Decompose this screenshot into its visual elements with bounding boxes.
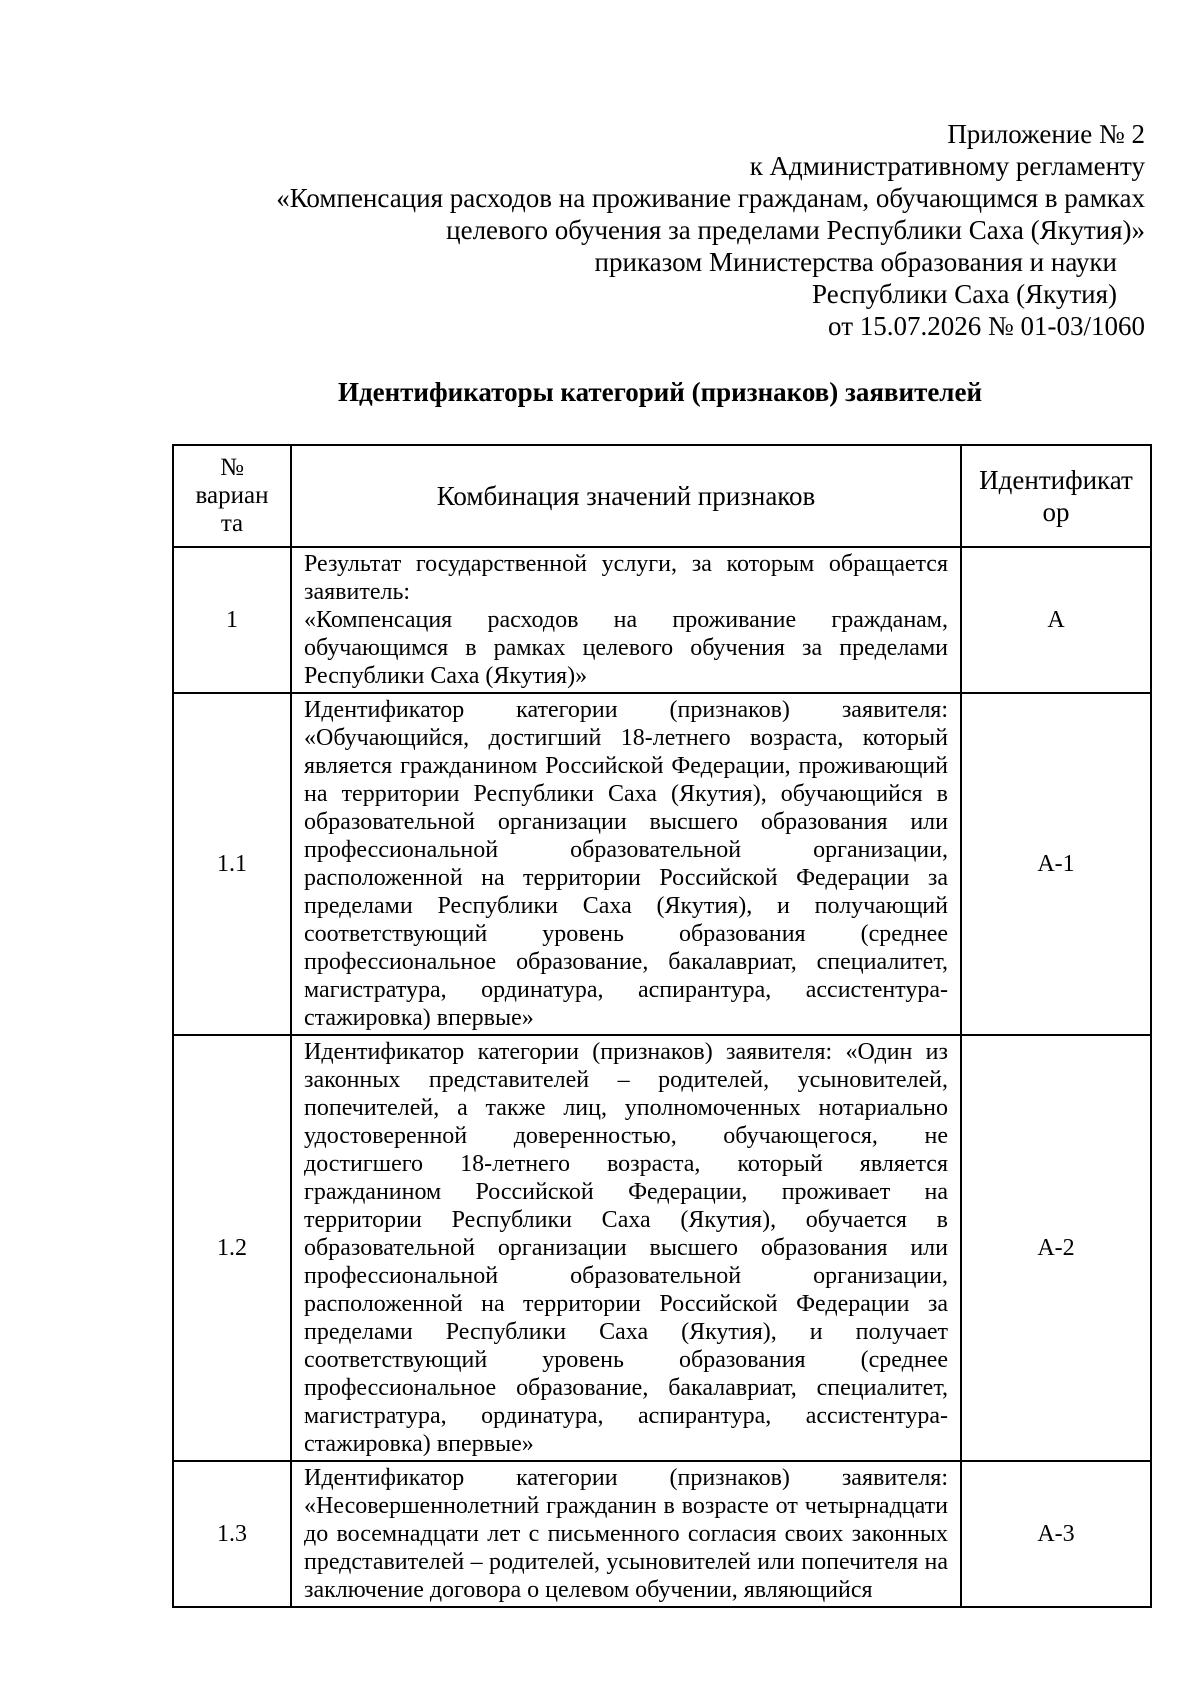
row-identifier: А-3 (961, 1461, 1151, 1607)
appendix-header (160, 118, 1145, 342)
row-combination-text: Идентификатор категории (признаков) заявителя: «Несовершеннолетний гражданин в возрасте от четырнадцати до восемнадцати лет с письменного согласия своих законных представителей – родителей, усыновителей или попечителя на заключение договора о целевом обучении, являющийся (291, 1461, 961, 1607)
row-combination-text: Идентификатор категории (признаков) заявителя: «Обучающийся, достигший 18-летнего возраста, который является гражданином Российской Федерации, проживающий на территории Республики Саха (Якутия), обучающийся в образовательной организации высшего образования или профессиональной образовательной организации, расположенной на территории Российской Федерации за пределами Республики Саха (Якутия), и получающий соответствующий уровень образования (среднее профессиональное образование, бакалавриат, специалитет, магистратура, ординатура, аспирантура, ассистентура-стажировка) впервые» (291, 693, 961, 1035)
header-variant-number: № вариан та (173, 445, 291, 547)
appendix-number: Приложение № 2 (947, 119, 1145, 149)
row-variant-number: 1 (173, 547, 291, 693)
header-combination: Комбинация значений признаков (291, 445, 961, 547)
row-identifier: А (961, 547, 1151, 693)
table-row (173, 547, 1151, 693)
table-row (173, 693, 1151, 1035)
regulation-reference: к Административному регламенту (749, 151, 1145, 181)
row-identifier: А-1 (961, 693, 1151, 1035)
regulation-title-line-2: целевого обучения за пределами Республики Саха (Якутия)» (446, 215, 1145, 245)
table-row (173, 1035, 1151, 1461)
regulation-title-line-1: «Компенсация расходов на проживание гражданам, обучающимся в рамках (276, 183, 1145, 213)
row-combination-text: Результат государственной услуги, за которым обращается заявитель: «Компенсация расходов на проживание гражданам, обучающимся в рамках целевого обучения за пределами Республики Саха (Якутия)» (291, 547, 961, 693)
row-variant-number: 1.3 (173, 1461, 291, 1607)
table-row (173, 1461, 1151, 1607)
row-combination-text: Идентификатор категории (признаков) заявителя: «Один из законных представителей – родителей, усыновителей, попечителей, а также лиц, уполномоченных нотариально удостоверенной доверенностью, обучающегося, не достигшего 18-летнего возраста, который является гражданином Российской Федерации, проживает на территории Республики Саха (Якутия), обучается в образовательной организации высшего образования или профессиональной образовательной организации, расположенной на территории Российской Федерации за пределами Республики Саха (Якутия), и получает соответствующий уровень образования (среднее профессиональное образование, бакалавриат, специалитет, магистратура, ординатура, аспирантура, ассистентура-стажировка) впервые» (291, 1035, 961, 1461)
order-date-number: от 15.07.2026 № 01-03/1060 (828, 311, 1145, 341)
row-identifier: А-2 (961, 1035, 1151, 1461)
table-header-row (173, 445, 1151, 547)
row-variant-number: 1.2 (173, 1035, 291, 1461)
applicant-categories-table (172, 444, 1152, 1608)
document-title: Идентификаторы категорий (признаков) заявителей (337, 377, 983, 407)
row-variant-number: 1.1 (173, 693, 291, 1035)
header-identifier: Идентификат ор (961, 445, 1151, 547)
order-ministry-line-2: Республики Саха (Якутия) (812, 279, 1117, 309)
order-ministry-line-1: приказом Министерства образования и науки (594, 247, 1117, 277)
